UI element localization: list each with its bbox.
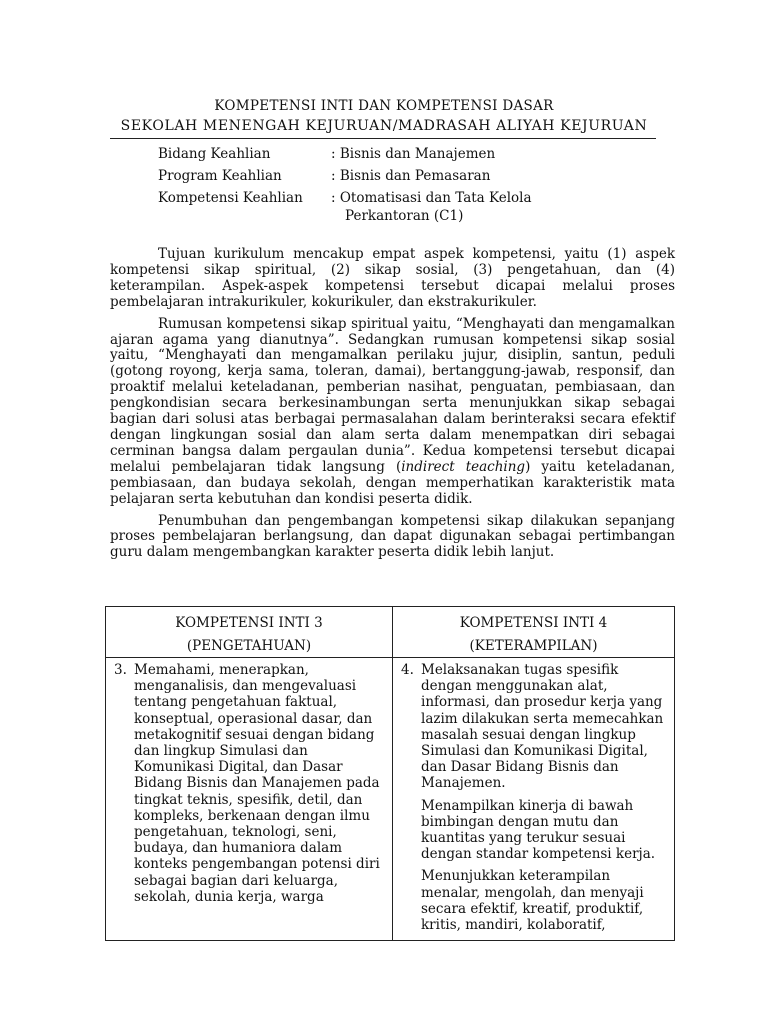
cell-ki4: [393, 658, 675, 941]
item-number: 3.: [114, 662, 127, 678]
item-text-2: Menampilkan kinerja di bawah bimbingan dengan mutu dan kuantitas yang terukur sesuai dengan standar kompetensi kerja.: [421, 797, 656, 863]
info-label: Kompetensi Keahlian: [158, 190, 303, 206]
body-text: [110, 247, 675, 567]
paragraph-penumbuhan: Penumbuhan dan pengembangan kompetensi sikap dilakukan sepanjang proses pembelajaran berlangsung, dan dapat digunakan sebagai pertimbangan guru dalam mengembangkan karakter peserta didik lebih lanjut.: [110, 512, 675, 561]
paragraph-rumusan: Rumusan kompetensi sikap spiritual yaitu, “Menghayati dan mengamalkan ajaran agama yang dianutnya”. Sedangkan rumusan kompetensi sikap sosial yaitu, “Menghayati dan mengamalkan perilaku jujur, disiplin, santun, peduli (gotong royong, kerja sama, toleran, damai), bertanggung-jawab, responsif, dan proaktif melalui keteladanan, pemberian nasihat, penguatan, pembiasaan, dan pengkondisian secara berkesinambungan serta menunjukkan sikap sebagai bagian dari solusi atas berbagai permasalahan dalam berinteraksi secara efektif dengan lingkungan sosial dan alam serta dalam menempatkan diri sebagai cerminan bangsa dalam pergaulan dunia”. Kedua kompetensi tersebut dicapai melalui pembelajaran tidak langsung (indirect teaching) yaitu keteladanan, pembiasaan, dan budaya sekolah, dengan memperhatikan karakteristik mata pelajaran serta kebutuhan dan kondisi peserta didik.: [110, 315, 675, 507]
header-ki4: KOMPETENSI INTI 4 (KETERAMPILAN): [393, 607, 675, 658]
info-row-kompetensi-cont: [158, 208, 585, 230]
program-info: [158, 146, 585, 230]
info-value: : Bisnis dan Pemasaran: [331, 168, 491, 184]
info-row-program: [158, 168, 585, 190]
document-subtitle: SEKOLAH MENENGAH KEJURUAN/MADRASAH ALIYAH KEJURUAN: [120, 118, 648, 134]
info-label: Program Keahlian: [158, 168, 282, 184]
title-divider: [110, 138, 656, 139]
header-ki3: KOMPETENSI INTI 3 (PENGETAHUAN): [106, 607, 393, 658]
info-label: Bidang Keahlian: [158, 146, 271, 162]
table-header-row: [106, 607, 675, 658]
info-value: : Bisnis dan Manajemen: [331, 146, 496, 162]
info-value-continued: Perkantoran (C1): [345, 208, 464, 224]
item-text: Melaksanakan tugas spesifik dengan menggunakan alat, informasi, dan prosedur kerja yang lazim dilakukan serta memecahkan masalah sesuai dengan lingkup Simulasi dan Komunikasi Digital, dan Dasar Bidang Bisnis dan Manajemen.: [421, 662, 664, 792]
item-number: 4.: [401, 662, 414, 678]
competency-table: [105, 606, 675, 941]
info-value: : Otomatisasi dan Tata Kelola: [331, 190, 532, 206]
paragraph-tujuan: Tujuan kurikulum mencakup empat aspek kompetensi, yaitu (1) aspek kompetensi sikap spiritual, (2) sikap sosial, (3) pengetahuan, dan (4) keterampilan. Aspek-aspek kompetensi tersebut dicapai melalui proses pembelajaran intrakurikuler, kokurikuler, dan ekstrakurikuler.: [110, 246, 675, 310]
info-row-bidang: [158, 146, 585, 168]
table-row: [106, 658, 675, 941]
document-title: KOMPETENSI INTI DAN KOMPETENSI DASAR: [214, 98, 554, 114]
list-item: [114, 662, 382, 905]
cell-ki3: [106, 658, 393, 941]
italic-term: indirect teaching: [401, 458, 526, 475]
item-text-3: Menunjukkan keterampilan menalar, mengolah, dan menyaji secara efektif, kreatif, produktif, kritis, mandiri, kolaboratif,: [421, 868, 644, 934]
list-item: [401, 662, 664, 792]
info-row-kompetensi: [158, 190, 585, 208]
item-text: Memahami, menerapkan, menganalisis, dan mengevaluasi tentang pengetahuan faktual, konseptual, operasional dasar, dan metakognitif sesuai dengan bidang dan lingkup Simulasi dan Komunikasi Digital, dan Dasar Bidang Bisnis dan Manajemen pada tingkat teknis, spesifik, detil, dan kompleks, berkenaan dengan ilmu pengetahuan, teknologi, seni, budaya, dan humaniora dalam konteks pengembangan potensi diri sebagai bagian dari keluarga, sekolah, dunia kerja, warga: [134, 662, 380, 905]
